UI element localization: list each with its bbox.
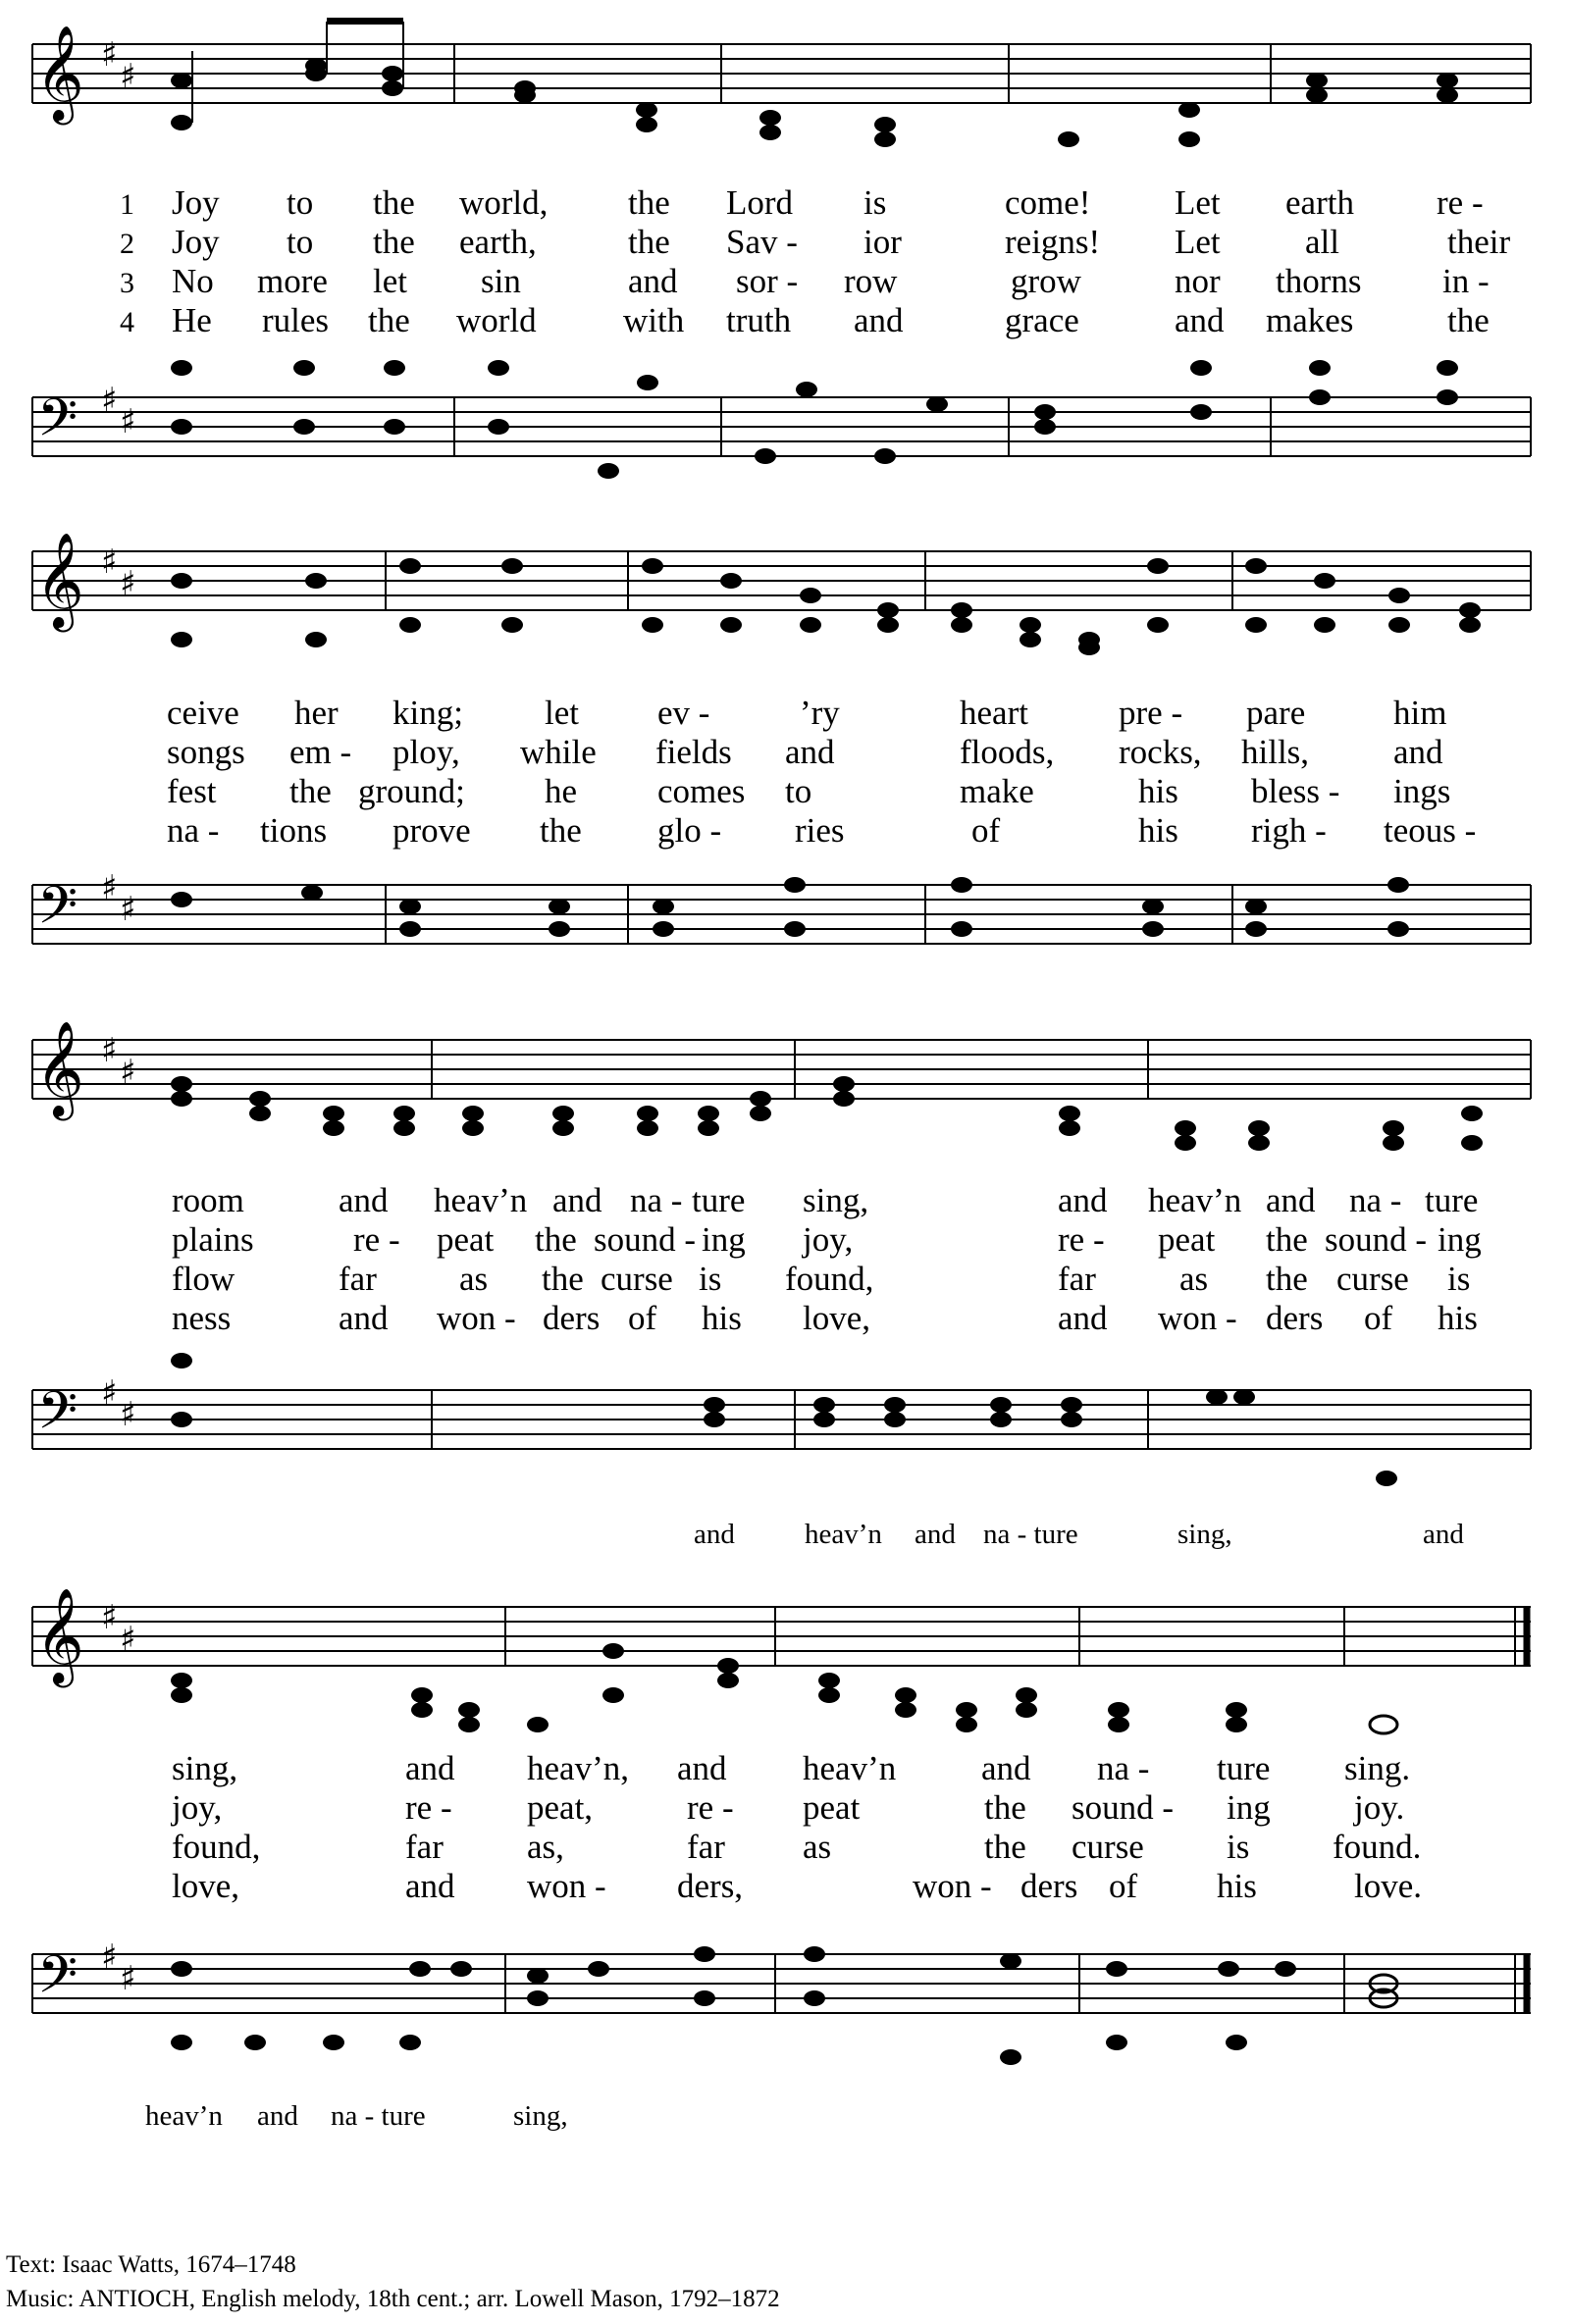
svg-text:reigns!: reigns! bbox=[1005, 223, 1101, 261]
lyrics bbox=[167, 694, 1476, 850]
svg-text:and: and bbox=[694, 1519, 735, 1550]
svg-text:heav’n: heav’n bbox=[803, 1749, 897, 1787]
sharp-icon: ♯ bbox=[120, 1620, 136, 1659]
notes bbox=[171, 1643, 1397, 1733]
sharp-icon: ♯ bbox=[120, 1959, 136, 1998]
svg-text:and: and bbox=[339, 1181, 389, 1219]
notes bbox=[171, 877, 1409, 937]
sharp-icon: ♯ bbox=[101, 542, 118, 582]
svg-text:ture: ture bbox=[1217, 1749, 1271, 1787]
sharp-icon: ♯ bbox=[101, 381, 118, 420]
svg-text:is: is bbox=[1447, 1260, 1471, 1298]
music-credit: Music: ANTIOCH, English melody, 18th cent.; arr. Lowell Mason, 1792–1872 bbox=[6, 2286, 780, 2312]
svg-text:comes: comes bbox=[657, 772, 746, 810]
svg-text:curse: curse bbox=[601, 1260, 673, 1298]
svg-text:his: his bbox=[1138, 811, 1178, 850]
bass-staff bbox=[32, 1353, 1531, 1550]
svg-text:and: and bbox=[854, 301, 904, 339]
treble-clef-icon: 𝄞 bbox=[35, 1587, 84, 1683]
sharp-icon: ♯ bbox=[101, 1598, 118, 1637]
svg-text:na -: na - bbox=[1097, 1749, 1150, 1787]
svg-text:as: as bbox=[459, 1260, 489, 1298]
svg-text:Sav -: Sav - bbox=[726, 223, 798, 261]
svg-text:ness: ness bbox=[172, 1299, 232, 1337]
svg-text:and: and bbox=[1058, 1181, 1108, 1219]
svg-text:peat: peat bbox=[437, 1220, 495, 1259]
svg-text:let: let bbox=[373, 262, 407, 300]
svg-text:of: of bbox=[1364, 1299, 1393, 1337]
svg-text:Let: Let bbox=[1175, 183, 1221, 222]
treble-staff bbox=[32, 1020, 1531, 1151]
lyrics bbox=[172, 1181, 1482, 1337]
svg-text:curse: curse bbox=[1336, 1260, 1409, 1298]
svg-text:far: far bbox=[405, 1828, 444, 1866]
svg-text:ceive: ceive bbox=[167, 694, 239, 732]
svg-text:ders: ders bbox=[1020, 1867, 1078, 1905]
bass-clef-icon: 𝄢 bbox=[37, 1381, 78, 1454]
svg-text:all: all bbox=[1305, 223, 1339, 261]
svg-text:as: as bbox=[803, 1828, 832, 1866]
svg-text:the: the bbox=[540, 811, 582, 850]
svg-text:king;: king; bbox=[392, 694, 463, 732]
svg-text:and: and bbox=[552, 1181, 602, 1219]
verse-1 bbox=[172, 1749, 1410, 1787]
svg-text:re -: re - bbox=[353, 1220, 400, 1259]
svg-text:him: him bbox=[1393, 694, 1447, 732]
svg-text:to: to bbox=[287, 183, 314, 222]
svg-text:world: world bbox=[456, 301, 537, 339]
svg-text:na -: na - bbox=[167, 811, 220, 850]
lyrics bbox=[120, 183, 1510, 339]
svg-text:sing,: sing, bbox=[513, 2100, 568, 2132]
svg-text:room: room bbox=[172, 1181, 244, 1219]
svg-text:the: the bbox=[628, 183, 670, 222]
system-2 bbox=[32, 532, 1531, 949]
sharp-icon: ♯ bbox=[120, 1053, 136, 1092]
treble-clef-icon: 𝄞 bbox=[35, 532, 84, 628]
svg-text:the: the bbox=[373, 183, 415, 222]
verse-2 bbox=[172, 1220, 1482, 1259]
treble-clef-icon: 𝄞 bbox=[35, 25, 84, 121]
svg-text:sing,: sing, bbox=[1177, 1519, 1232, 1550]
svg-text:the: the bbox=[289, 772, 332, 810]
svg-text:ture: ture bbox=[1425, 1181, 1479, 1219]
svg-text:come!: come! bbox=[1005, 183, 1091, 222]
svg-text:sound -: sound - bbox=[1072, 1788, 1175, 1827]
svg-text:of: of bbox=[628, 1299, 657, 1337]
notes bbox=[171, 1946, 1397, 2065]
svg-text:nor: nor bbox=[1175, 262, 1221, 300]
svg-text:won -: won - bbox=[437, 1299, 516, 1337]
svg-text:re -: re - bbox=[405, 1788, 452, 1827]
svg-text:fields: fields bbox=[655, 733, 732, 771]
verse-4 bbox=[167, 811, 1476, 850]
svg-text:ing: ing bbox=[1227, 1788, 1271, 1827]
svg-text:ders: ders bbox=[1266, 1299, 1324, 1337]
svg-text:ings: ings bbox=[1393, 772, 1451, 810]
svg-text:glo -: glo - bbox=[657, 811, 722, 850]
svg-text:ders: ders bbox=[543, 1299, 601, 1337]
svg-text:his: his bbox=[1138, 772, 1178, 810]
svg-text:heav’n: heav’n bbox=[805, 1519, 882, 1550]
svg-text:and: and bbox=[677, 1749, 727, 1787]
svg-text:Let: Let bbox=[1175, 223, 1221, 261]
bass-staff bbox=[32, 360, 1531, 479]
verse-4 bbox=[172, 1867, 1422, 1905]
text-credit: Text: Isaac Watts, 1674–1748 bbox=[6, 2251, 296, 2278]
svg-text:peat: peat bbox=[803, 1788, 861, 1827]
svg-text:rocks,: rocks, bbox=[1119, 733, 1202, 771]
svg-text:truth: truth bbox=[726, 301, 792, 339]
system-4 bbox=[32, 1587, 1531, 2132]
svg-text:the: the bbox=[535, 1220, 577, 1259]
svg-text:the: the bbox=[542, 1260, 584, 1298]
bass-staff bbox=[32, 868, 1531, 949]
svg-text:and: and bbox=[257, 2100, 298, 2132]
sharp-icon: ♯ bbox=[101, 1031, 118, 1070]
svg-text:heart: heart bbox=[960, 694, 1028, 732]
svg-text:make: make bbox=[960, 772, 1034, 810]
svg-text:his: his bbox=[1438, 1299, 1478, 1337]
svg-text:far: far bbox=[1058, 1260, 1096, 1298]
svg-text:songs: songs bbox=[167, 733, 245, 771]
svg-text:grace: grace bbox=[1005, 301, 1079, 339]
verse-2 bbox=[120, 223, 1510, 261]
svg-text:earth,: earth, bbox=[459, 223, 537, 261]
svg-text:won -: won - bbox=[1158, 1299, 1237, 1337]
svg-text:na -: na - bbox=[1349, 1181, 1402, 1219]
verse-3 bbox=[120, 262, 1490, 300]
svg-text:love.: love. bbox=[1354, 1867, 1423, 1905]
verse-4 bbox=[172, 1299, 1478, 1337]
svg-text:heav’n: heav’n bbox=[145, 2100, 223, 2132]
svg-text:Joy: Joy bbox=[172, 183, 220, 222]
svg-text:curse: curse bbox=[1072, 1828, 1144, 1866]
svg-text:the: the bbox=[984, 1788, 1026, 1827]
svg-text:ploy,: ploy, bbox=[392, 733, 460, 771]
svg-text:sing.: sing. bbox=[1344, 1749, 1411, 1787]
svg-text:tions: tions bbox=[260, 811, 328, 850]
svg-text:love,: love, bbox=[803, 1299, 871, 1337]
sharp-icon: ♯ bbox=[120, 1395, 136, 1434]
svg-text:the: the bbox=[984, 1828, 1026, 1866]
svg-text:far: far bbox=[339, 1260, 377, 1298]
svg-text:re -: re - bbox=[687, 1788, 734, 1827]
svg-text:makes: makes bbox=[1266, 301, 1354, 339]
bass-staff bbox=[32, 1937, 1531, 2132]
svg-text:teous -: teous - bbox=[1384, 811, 1477, 850]
svg-text:na -: na - bbox=[630, 1181, 683, 1219]
svg-text:ture: ture bbox=[692, 1181, 746, 1219]
svg-text:more: more bbox=[257, 262, 328, 300]
svg-text:let: let bbox=[545, 694, 579, 732]
notes bbox=[171, 18, 1458, 147]
verse-3 bbox=[172, 1260, 1470, 1298]
verse-1 bbox=[172, 1181, 1478, 1219]
bass-clef-icon: 𝄢 bbox=[37, 876, 78, 949]
svg-text:3: 3 bbox=[120, 267, 134, 299]
notes bbox=[171, 558, 1481, 655]
verse-1 bbox=[120, 183, 1484, 222]
svg-text:row: row bbox=[844, 262, 898, 300]
svg-text:and: and bbox=[339, 1299, 389, 1337]
svg-text:’ry: ’ry bbox=[800, 694, 840, 732]
svg-text:and: and bbox=[1058, 1299, 1108, 1337]
svg-text:and: and bbox=[1423, 1519, 1464, 1550]
svg-text:joy.: joy. bbox=[1354, 1788, 1405, 1827]
verse-2 bbox=[167, 733, 1443, 771]
svg-text:and: and bbox=[981, 1749, 1031, 1787]
svg-text:Joy: Joy bbox=[172, 223, 220, 261]
svg-text:their: their bbox=[1447, 223, 1511, 261]
sharp-icon: ♯ bbox=[101, 1373, 118, 1413]
svg-text:found.: found. bbox=[1333, 1828, 1422, 1866]
credits bbox=[6, 2251, 780, 2312]
svg-text:na - ture: na - ture bbox=[983, 1519, 1078, 1550]
svg-text:found,: found, bbox=[172, 1828, 261, 1866]
svg-text:sing,: sing, bbox=[803, 1181, 869, 1219]
svg-text:her: her bbox=[294, 694, 339, 732]
svg-text:the: the bbox=[1266, 1260, 1308, 1298]
svg-text:ior: ior bbox=[863, 223, 902, 261]
svg-text:prove: prove bbox=[392, 811, 471, 850]
svg-text:and: and bbox=[1393, 733, 1443, 771]
svg-text:with: with bbox=[623, 301, 685, 339]
verse-2 bbox=[170, 1788, 1404, 1827]
svg-text:and: and bbox=[628, 262, 678, 300]
svg-text:sound -: sound - bbox=[1325, 1220, 1428, 1259]
svg-text:and: and bbox=[405, 1749, 455, 1787]
svg-text:1: 1 bbox=[120, 188, 134, 221]
svg-text:em -: em - bbox=[289, 733, 352, 771]
svg-text:the: the bbox=[1266, 1220, 1308, 1259]
svg-text:heav’n,: heav’n, bbox=[527, 1749, 629, 1787]
svg-text:heav’n: heav’n bbox=[1148, 1181, 1242, 1219]
svg-text:to: to bbox=[785, 772, 812, 810]
svg-text:is: is bbox=[863, 183, 887, 222]
svg-text:4: 4 bbox=[120, 306, 134, 338]
verse-4 bbox=[120, 301, 1490, 339]
svg-text:sound -: sound - bbox=[594, 1220, 697, 1259]
svg-text:world,: world, bbox=[459, 183, 549, 222]
svg-text:of: of bbox=[971, 811, 1001, 850]
svg-text:ev -: ev - bbox=[657, 694, 710, 732]
svg-text:ries: ries bbox=[795, 811, 845, 850]
svg-text:pre -: pre - bbox=[1119, 694, 1183, 732]
svg-text:won -: won - bbox=[913, 1867, 992, 1905]
svg-text:pare: pare bbox=[1246, 694, 1306, 732]
svg-text:earth: earth bbox=[1285, 183, 1354, 222]
svg-text:hills,: hills, bbox=[1241, 733, 1310, 771]
svg-text:flow: flow bbox=[172, 1260, 235, 1298]
svg-text:peat: peat bbox=[1158, 1220, 1216, 1259]
bass-line-lyrics bbox=[145, 2100, 568, 2132]
notes bbox=[171, 1076, 1483, 1151]
svg-text:is: is bbox=[1227, 1828, 1250, 1866]
bass-line-lyrics bbox=[694, 1519, 1464, 1550]
svg-text:and: and bbox=[785, 733, 835, 771]
svg-text:as: as bbox=[1179, 1260, 1209, 1298]
svg-text:na - ture: na - ture bbox=[331, 2100, 426, 2132]
svg-text:and: and bbox=[915, 1519, 956, 1550]
sharp-icon: ♯ bbox=[120, 890, 136, 929]
svg-text:He: He bbox=[172, 301, 212, 339]
svg-text:peat,: peat, bbox=[527, 1788, 594, 1827]
svg-text:Lord: Lord bbox=[726, 183, 794, 222]
svg-text:joy,: joy, bbox=[803, 1220, 854, 1259]
svg-text:he: he bbox=[545, 772, 578, 810]
svg-text:joy,: joy, bbox=[172, 1788, 223, 1827]
sharp-icon: ♯ bbox=[101, 868, 118, 907]
svg-text:righ -: righ - bbox=[1251, 811, 1327, 850]
treble-staff bbox=[32, 532, 1531, 655]
verse-1 bbox=[167, 694, 1446, 732]
svg-text:while: while bbox=[520, 733, 597, 771]
sharp-icon: ♯ bbox=[101, 35, 118, 75]
sharp-icon: ♯ bbox=[120, 57, 136, 96]
svg-text:No: No bbox=[172, 262, 214, 300]
svg-text:found,: found, bbox=[785, 1260, 874, 1298]
svg-text:his: his bbox=[1217, 1867, 1257, 1905]
sharp-icon: ♯ bbox=[120, 564, 136, 603]
treble-clef-icon: 𝄞 bbox=[35, 1020, 84, 1116]
svg-text:ders,: ders, bbox=[677, 1867, 744, 1905]
treble-staff bbox=[32, 18, 1531, 147]
system-3 bbox=[32, 1020, 1531, 1550]
svg-text:plains: plains bbox=[172, 1220, 254, 1259]
svg-text:thorns: thorns bbox=[1276, 262, 1362, 300]
svg-text:re -: re - bbox=[1437, 183, 1484, 222]
svg-text:the: the bbox=[368, 301, 410, 339]
svg-text:of: of bbox=[1109, 1867, 1138, 1905]
svg-text:sor -: sor - bbox=[736, 262, 799, 300]
svg-text:the: the bbox=[628, 223, 670, 261]
notes bbox=[171, 360, 1458, 479]
svg-text:ground;: ground; bbox=[358, 772, 465, 810]
svg-text:ing: ing bbox=[702, 1220, 746, 1259]
svg-text:heav’n: heav’n bbox=[434, 1181, 528, 1219]
lyrics bbox=[170, 1749, 1422, 1905]
treble-staff bbox=[32, 1587, 1531, 1733]
svg-text:rules: rules bbox=[262, 301, 330, 339]
svg-text:bless -: bless - bbox=[1251, 772, 1340, 810]
svg-text:2: 2 bbox=[120, 228, 134, 260]
svg-text:the: the bbox=[373, 223, 415, 261]
svg-text:and: and bbox=[1266, 1181, 1316, 1219]
svg-text:fest: fest bbox=[167, 772, 217, 810]
svg-text:and: and bbox=[405, 1867, 455, 1905]
svg-text:grow: grow bbox=[1011, 262, 1081, 300]
svg-text:far: far bbox=[687, 1828, 725, 1866]
sharp-icon: ♯ bbox=[120, 402, 136, 441]
svg-text:the: the bbox=[1447, 301, 1490, 339]
svg-text:is: is bbox=[699, 1260, 722, 1298]
svg-text:his: his bbox=[702, 1299, 742, 1337]
svg-text:re -: re - bbox=[1058, 1220, 1105, 1259]
svg-text:sin: sin bbox=[481, 262, 521, 300]
svg-text:as,: as, bbox=[527, 1828, 564, 1866]
verse-3 bbox=[172, 1828, 1421, 1866]
verse-3 bbox=[167, 772, 1450, 810]
svg-text:in -: in - bbox=[1442, 262, 1490, 300]
svg-text:floods,: floods, bbox=[960, 733, 1055, 771]
bass-clef-icon: 𝄢 bbox=[37, 1945, 78, 2018]
svg-text:and: and bbox=[1175, 301, 1225, 339]
svg-text:ing: ing bbox=[1438, 1220, 1482, 1259]
bass-clef-icon: 𝄢 bbox=[37, 388, 78, 461]
svg-text:won -: won - bbox=[527, 1867, 606, 1905]
sharp-icon: ♯ bbox=[101, 1937, 118, 1977]
svg-text:to: to bbox=[287, 223, 314, 261]
svg-text:love,: love, bbox=[172, 1867, 240, 1905]
svg-text:sing,: sing, bbox=[172, 1749, 238, 1787]
system-1 bbox=[32, 18, 1531, 479]
